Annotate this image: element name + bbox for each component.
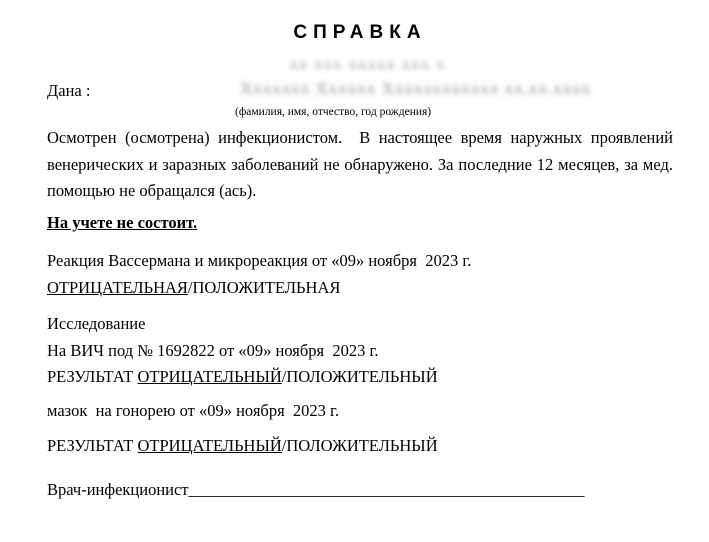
hiv-line: На ВИЧ под № 1692822 от «09» ноября 2023 г.: [47, 340, 379, 360]
signature-line: ________________________________________________: [188, 479, 585, 499]
result-slash: /: [281, 367, 287, 386]
gonorrhea-negative: ОТРИЦАТЕЛЬНЫЙ: [137, 436, 282, 455]
recipient-block: [47, 57, 673, 125]
gonorrhea-positive: ПОЛОЖИТЕЛЬНЫЙ: [286, 436, 438, 455]
wasserman-line: Реакция Вассермана и микрореакция от «09» ноября 2023 г.: [47, 251, 472, 270]
hiv-result: [47, 364, 673, 391]
document-title: СПРАВКА: [293, 22, 427, 43]
gonorrhea-line: мазок на гонорею от «09» ноября 2023 г.: [47, 400, 340, 420]
hiv-positive: ПОЛОЖИТЕЛЬНЫЙ: [286, 367, 438, 386]
doctor-signature-row: [47, 477, 673, 504]
hiv-negative: ОТРИЦАТЕЛЬНЫЙ: [137, 367, 282, 386]
research-header: Исследование: [47, 314, 146, 333]
result-slash: /: [187, 277, 193, 297]
result-slash: /: [281, 436, 287, 455]
issued-to-label: Дана :: [47, 81, 91, 100]
recipient-name-caption: (фамилия, имя, отчество, год рождения): [235, 106, 432, 118]
registry-status: На учете не состоит.: [47, 212, 198, 232]
gonorrhea-result-label: РЕЗУЛЬТАТ: [47, 436, 138, 455]
wasserman-result: [47, 275, 673, 302]
doctor-signature-label: Врач-инфекционист: [47, 479, 189, 499]
redacted-issue-date: xx xxx xxxxx xxx x: [290, 57, 446, 73]
wasserman-positive: ПОЛОЖИТЕЛЬНАЯ: [192, 277, 341, 297]
wasserman-negative: ОТРИЦАТЕЛЬНАЯ: [47, 277, 188, 297]
gonorrhea-result: [47, 433, 673, 460]
examination-paragraph: Осмотрен (осмотрена) инфекционистом. В настоящее время наружных проявлений венерических и заразных заболеваний не обнаружено. За последние 12 месяцев, за мед. помощью не обращался (ась).: [47, 128, 678, 200]
hiv-result-label: РЕЗУЛЬТАТ: [47, 367, 138, 386]
redacted-recipient-name: Xxxxxxx Xxxxxx Xxxxxxxxxxxx xx.xx.xxxx: [240, 79, 592, 98]
